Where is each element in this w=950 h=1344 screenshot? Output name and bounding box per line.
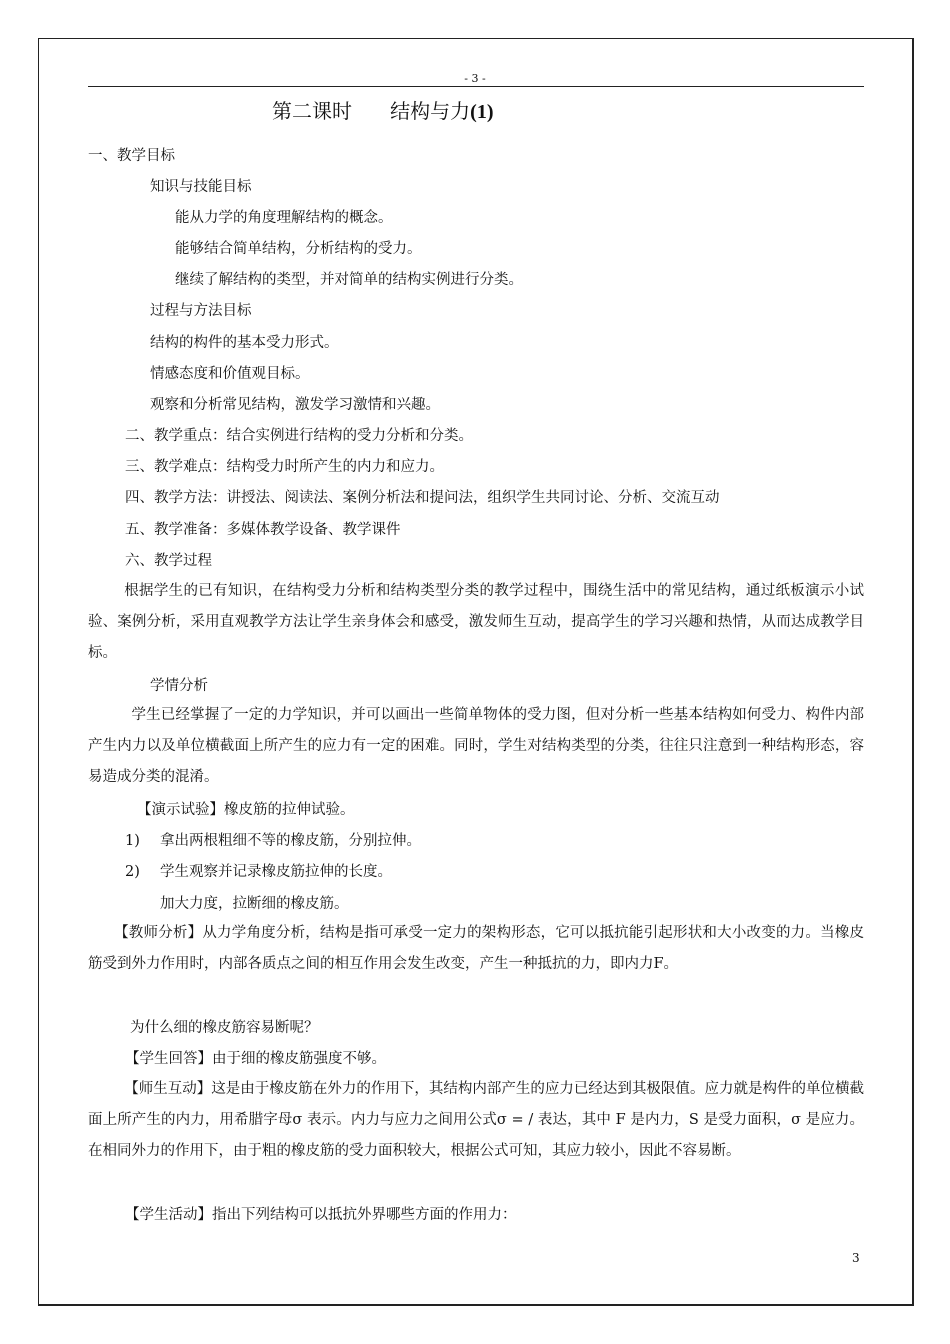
list-number: 2) [125, 864, 140, 880]
header-rule [88, 86, 864, 87]
paragraph-process-intro: 根据学生的已有知识，在结构受力分析和结构类型分类的教学过程中，围绕生活中的常见结构，通过纸板演示小试验、案例分析，采用直观教学方法让学生亲身体会和感受，激发师生互动，提高学生的学习兴趣和热情，从而达成教学目标。 [88, 583, 864, 661]
paragraph-student-analysis: 学生已经掌握了一定的力学知识，并可以画出一些简单物体的受力图，但对分析一些基本结构如何受力、构件内部产生内力以及单位横截面上所产生的应力有一定的困难。同时，学生对结构类型的分类，往往只注意到一种结构形态，容易造成分类的混淆。 [88, 707, 864, 785]
section-methods: 四、教学方法：讲授法、阅读法、案例分析法和提问法，组织学生共同讨论、分析、交流互动 [125, 490, 720, 506]
header-page-number: - 3 - [464, 72, 486, 85]
list-item: 加大力度，拉断细的橡皮筋。 [160, 896, 349, 912]
objective-line: 继续了解结构的类型，并对简单的结构实例进行分类。 [175, 272, 523, 288]
subheading-student-analysis: 学情分析 [150, 678, 208, 694]
list-item: 学生观察并记录橡皮筋拉伸的长度。 [160, 864, 392, 880]
footer-page-number: 3 [852, 1251, 860, 1265]
title-part-1: 第二课时 [272, 99, 352, 123]
list-item: 拿出两根粗细不等的橡皮筋，分别拉伸。 [160, 833, 421, 849]
objective-line: 能从力学的角度理解结构的概念。 [175, 210, 393, 226]
subheading-process: 过程与方法目标 [150, 303, 252, 319]
section-key-points: 二、教学重点：结合实例进行结构的受力分析和分类。 [125, 428, 473, 444]
objective-line: 观察和分析常见结构，激发学习激情和兴趣。 [150, 397, 440, 413]
question-line: 为什么细的橡皮筋容易断呢？ [130, 1020, 319, 1036]
paragraph-interaction: 【师生互动】这是由于橡皮筋在外力的作用下，其结构内部产生的应力已经达到其极限值。应力就是构件的单位横截面上所产生的内力，用希腊字母σ 表示。内力与应力之间用公式σ = / 表达，其中 F 是内力，S 是受力面积，σ 是应力。在相同外力的作用下，由于粗的橡皮筋的受力面积较大，根据公式可知，其应力较小，因此不容易断。 [88, 1081, 864, 1159]
list-number: 1) [125, 833, 140, 849]
section-heading-objectives: 一、教学目标 [88, 148, 175, 164]
subheading-knowledge: 知识与技能目标 [150, 179, 252, 195]
subheading-attitude: 情感态度和价值观目标。 [150, 366, 310, 382]
section-preparation: 五、教学准备：多媒体教学设备、教学课件 [125, 522, 401, 538]
section-process: 六、教学过程 [125, 553, 212, 569]
demo-experiment-heading: 【演示试验】橡皮筋的拉伸试验。 [137, 802, 355, 818]
objective-line: 结构的构件的基本受力形式。 [150, 335, 339, 351]
title-part-2: 结构与力 [390, 99, 471, 123]
section-difficulties: 三、教学难点：结构受力时所产生的内力和应力。 [125, 459, 444, 475]
student-answer-line: 【学生回答】由于细的橡皮筋强度不够。 [125, 1051, 386, 1067]
title-part-3: (1) [470, 101, 494, 123]
lesson-title [272, 97, 493, 126]
objective-line: 能够结合简单结构，分析结构的受力。 [175, 241, 422, 257]
student-activity-line: 【学生活动】指出下列结构可以抵抗外界哪些方面的作用力： [125, 1207, 517, 1223]
paragraph-teacher-analysis: 【教师分析】从力学角度分析，结构是指可承受一定力的架构形态，它可以抵抗能引起形状和大小改变的力。当橡皮筋受到外力作用时，内部各质点之间的相互作用会发生改变，产生一种抵抗的力，即内力F。 [88, 925, 864, 972]
